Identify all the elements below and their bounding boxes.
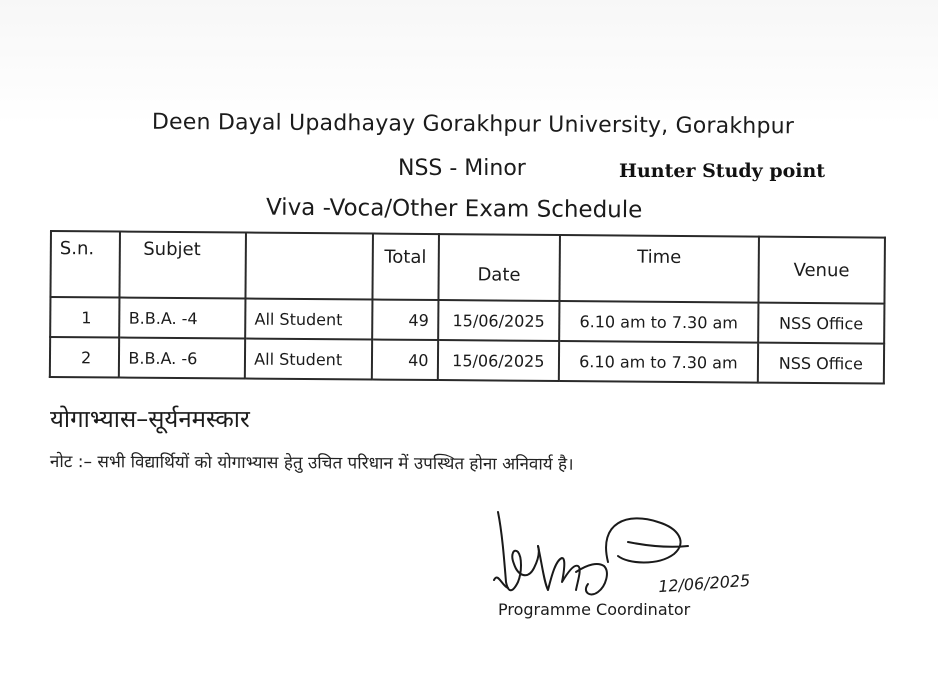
cell-venue: NSS Office <box>758 303 885 344</box>
cell-total: 49 <box>372 300 438 341</box>
column-header-date: Date <box>438 234 560 301</box>
cell-time: 6.10 am to 7.30 am <box>559 301 758 343</box>
university-name: Deen Dayal Upadhayay Gorakhpur University, Gorakhpur <box>151 109 795 140</box>
cell-sn: 1 <box>50 297 120 338</box>
exam-schedule-table <box>49 230 886 385</box>
cell-date: 15/06/2025 <box>438 300 560 341</box>
column-header-sn: S.n. <box>50 231 120 298</box>
column-header-subject: Subjet <box>120 232 246 299</box>
cell-subject: B.B.A. -4 <box>120 298 246 339</box>
column-header-group <box>246 233 373 300</box>
signature-scribble <box>478 502 808 612</box>
activity-heading: योगाभ्यास–सूर्यनमस्कार <box>50 405 250 433</box>
cell-venue: NSS Office <box>757 343 884 384</box>
column-header-total: Total <box>372 234 438 301</box>
table-row <box>50 337 884 384</box>
cell-group: All Student <box>245 339 372 380</box>
svg-text:12/06/2025: 12/06/2025 <box>657 570 751 597</box>
cell-time: 6.10 am to 7.30 am <box>559 341 758 383</box>
column-header-time: Time <box>560 235 759 303</box>
table-row <box>50 297 884 344</box>
table-header-row <box>50 231 884 304</box>
cell-group: All Student <box>245 299 372 340</box>
cell-subject: B.B.A. -6 <box>119 338 245 379</box>
watermark-text: Hunter Study point <box>619 160 826 182</box>
cell-sn: 2 <box>50 337 120 378</box>
cell-total: 40 <box>372 340 438 381</box>
column-header-venue: Venue <box>758 237 885 304</box>
signatory-title: Programme Coordinator <box>498 600 691 619</box>
schedule-title: Viva -Voca/Other Exam Schedule <box>265 194 643 224</box>
cell-date: 15/06/2025 <box>437 340 559 381</box>
note-text: नोट :– सभी विद्यार्थियों को योगाभ्यास हेतु उचित परिधान में उपस्थित होना अनिवार्य है। <box>49 451 574 475</box>
program-title: NSS - Minor <box>398 156 526 181</box>
